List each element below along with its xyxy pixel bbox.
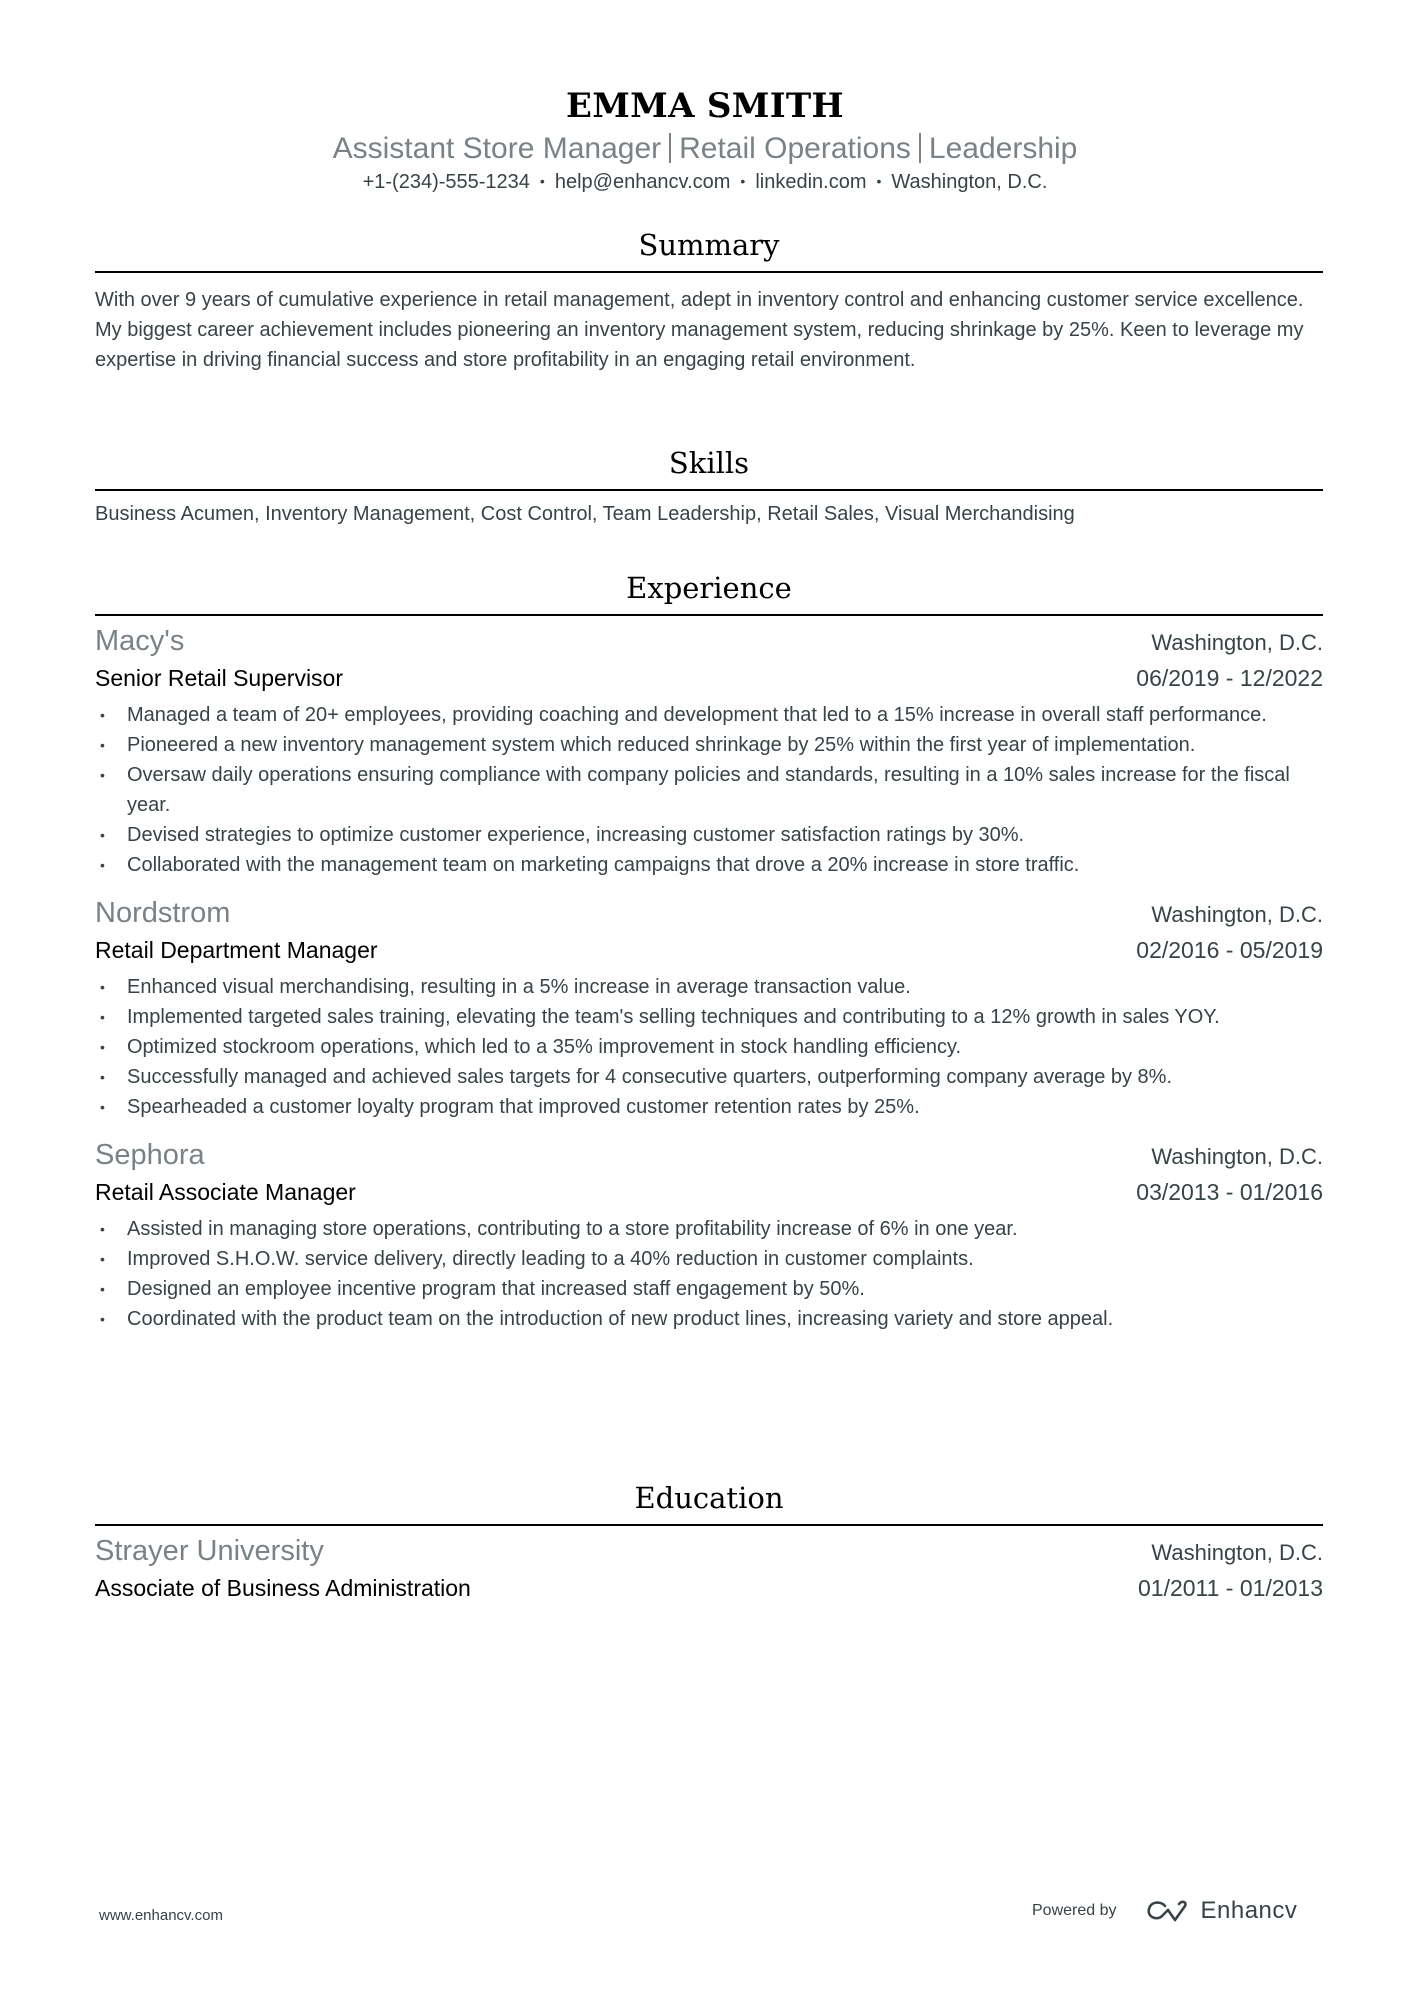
list-item: • Enhanced visual merchandising, resulting in a 5% increase in average transaction value. <box>95 972 1323 1002</box>
summary-section <box>95 227 1323 375</box>
job-entry <box>95 894 1323 1122</box>
summary-text: With over 9 years of cumulative experience in retail management, adept in inventory control and enhancing customer service excellence. My biggest career achievement includes pioneering an inventory management system, reducing shrinkage by 25%. Keen to leverage my expertise in driving financial success and store profitability in an engaging retail environment. <box>95 289 1304 371</box>
job-role: Retail Associate Manager <box>95 1179 356 1205</box>
list-item: • Managed a team of 20+ employees, providing coaching and development that led to a 15% increase in overall staff performance. <box>95 700 1323 730</box>
job-dates: 02/2016 - 05/2019 <box>1136 937 1323 963</box>
section-divider <box>95 271 1323 273</box>
resume-header <box>0 86 1410 195</box>
bullet-separator: • <box>876 173 882 189</box>
title-separator <box>919 133 921 163</box>
list-item: • Spearheaded a customer loyalty program that improved customer retention rates by 25%. <box>95 1092 1323 1122</box>
job-location: Washington, D.C. <box>1151 1144 1323 1169</box>
list-item: • Oversaw daily operations ensuring compliance with company policies and standards, resulting in a 10% sales increase for the fiscal year. <box>95 760 1323 820</box>
list-item: • Pioneered a new inventory management system which reduced shrinkage by 25% within the first year of implementation. <box>95 730 1323 760</box>
job-location: Washington, D.C. <box>1151 902 1323 927</box>
list-item: • Devised strategies to optimize customer experience, increasing customer satisfaction ratings by 30%. <box>95 820 1323 850</box>
contact-line <box>0 168 1410 195</box>
list-item: • Assisted in managing store operations, contributing to a store profitability increase of 6% in one year. <box>95 1214 1323 1244</box>
bullet-separator: • <box>539 173 545 189</box>
skills-text: Business Acumen, Inventory Management, Cost Control, Team Leadership, Retail Sales, Visual Merchandising <box>95 503 1075 525</box>
job-bullets <box>95 972 1323 1122</box>
school-location: Washington, D.C. <box>1151 1540 1323 1565</box>
section-heading: Experience <box>626 571 792 605</box>
job-bullets <box>95 700 1323 880</box>
education-entry <box>95 1532 1323 1606</box>
list-item: • Successfully managed and achieved sales targets for 4 consecutive quarters, outperforming company average by 8%. <box>95 1062 1323 1092</box>
company-name: Nordstrom <box>95 897 231 929</box>
skills-section <box>95 445 1323 529</box>
school-name: Strayer University <box>95 1535 324 1567</box>
title-part: Assistant Store Manager <box>332 132 662 165</box>
phone: +1-(234)-555-1234 <box>362 171 530 193</box>
section-heading: Skills <box>668 446 750 480</box>
candidate-title <box>0 130 1410 168</box>
section-divider <box>95 614 1323 616</box>
list-item: • Optimized stockroom operations, which led to a 35% improvement in stock handling efficiency. <box>95 1032 1323 1062</box>
title-part: Retail Operations <box>679 132 911 165</box>
title-separator <box>669 133 671 163</box>
footer-website-link[interactable]: www.enhancv.com <box>99 1907 223 1924</box>
section-divider <box>95 1524 1323 1526</box>
job-dates: 03/2013 - 01/2016 <box>1136 1179 1323 1205</box>
company-name: Macy's <box>95 625 185 657</box>
job-role: Senior Retail Supervisor <box>95 665 344 691</box>
section-heading: Education <box>634 1481 784 1515</box>
company-name: Sephora <box>95 1139 205 1171</box>
linkedin-link[interactable]: linkedin.com <box>755 171 867 193</box>
list-item: • Improved S.H.O.W. service delivery, directly leading to a 40% reduction in customer complaints. <box>95 1244 1323 1274</box>
footer-branding[interactable] <box>1032 1897 1297 1925</box>
location: Washington, D.C. <box>891 171 1048 193</box>
degree: Associate of Business Administration <box>95 1575 471 1601</box>
experience-section <box>95 570 1323 1334</box>
job-bullets <box>95 1214 1323 1334</box>
section-divider <box>95 489 1323 491</box>
email-link[interactable]: help@enhancv.com <box>554 171 731 193</box>
list-item: • Coordinated with the product team on the introduction of new product lines, increasing variety and store appeal. <box>95 1304 1323 1334</box>
list-item: • Designed an employee incentive program that increased staff engagement by 50%. <box>95 1274 1323 1304</box>
job-role: Retail Department Manager <box>95 937 378 963</box>
job-entry <box>95 1136 1323 1334</box>
list-item: • Collaborated with the management team on marketing campaigns that drove a 20% increase in store traffic. <box>95 850 1323 880</box>
enhancv-brand-name: Enhancv <box>1200 1897 1298 1924</box>
candidate-name: EMMA SMITH <box>566 86 844 126</box>
title-part: Leadership <box>928 132 1078 165</box>
job-location: Washington, D.C. <box>1151 630 1323 655</box>
bullet-separator: • <box>740 173 746 189</box>
list-item: • Implemented targeted sales training, elevating the team's selling techniques and contributing to a 12% growth in sales YOY. <box>95 1002 1323 1032</box>
powered-by-label: Powered by <box>1032 1902 1117 1919</box>
job-entry <box>95 622 1323 880</box>
education-dates: 01/2011 - 01/2013 <box>1137 1575 1323 1601</box>
enhancv-logo-icon <box>1145 1898 1191 1924</box>
education-section <box>95 1480 1323 1606</box>
job-dates: 06/2019 - 12/2022 <box>1136 665 1323 691</box>
section-heading: Summary <box>638 228 780 262</box>
